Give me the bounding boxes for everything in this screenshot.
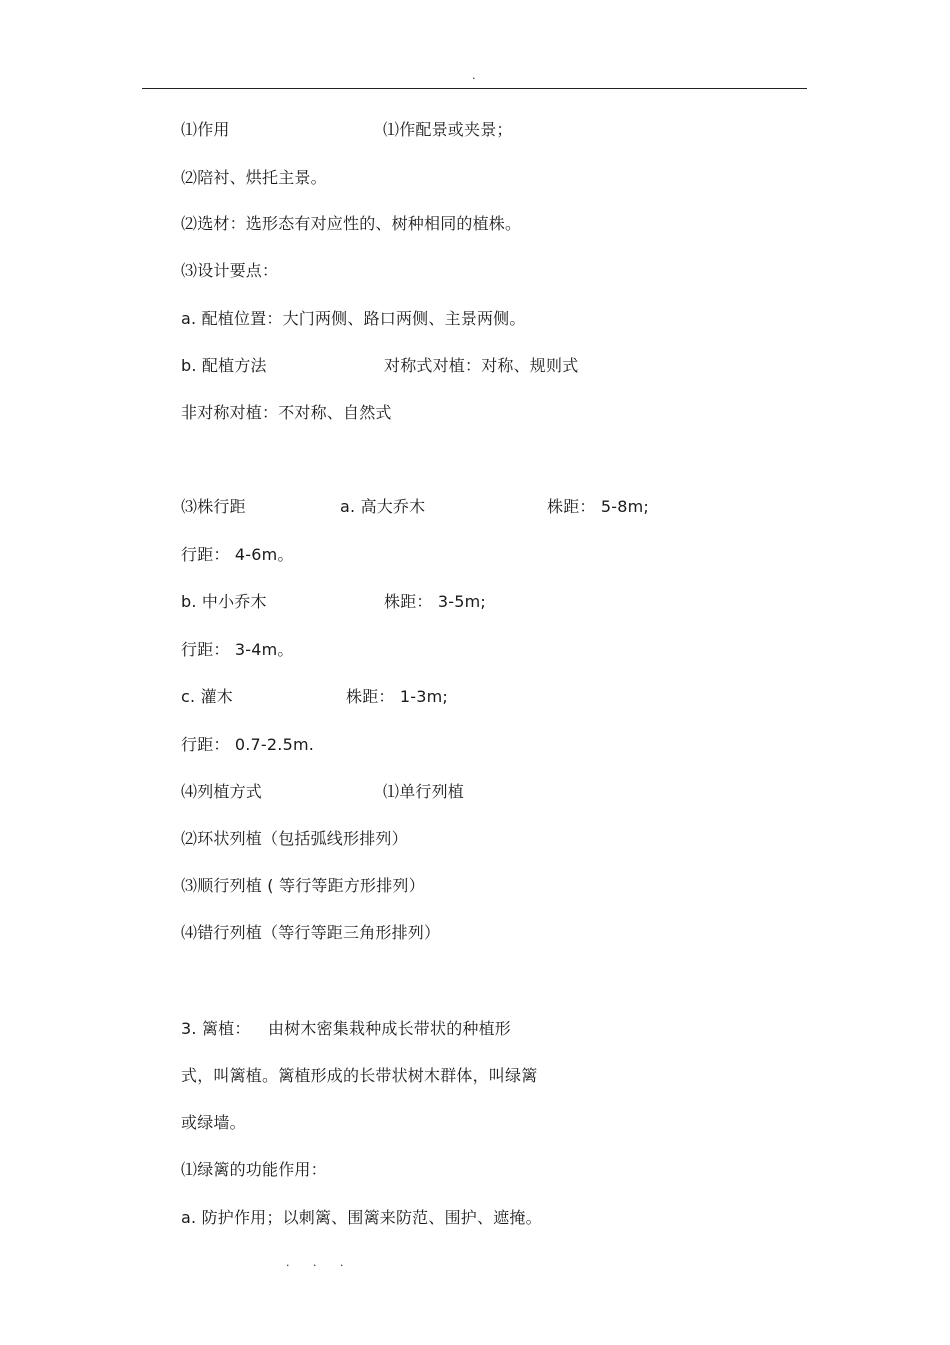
line-value: 对称式对植：对称、规则式 xyxy=(384,356,579,375)
line-value: 株距： 5-8m; xyxy=(547,497,649,516)
line-label: c. 灌木 xyxy=(181,687,233,706)
text-line: a. 配植位置：大门两侧、路口两侧、主景两侧。 xyxy=(181,309,526,328)
text-line: 非对称对植：不对称、自然式 xyxy=(181,403,392,422)
text-line: ⑶设计要点： xyxy=(181,261,279,280)
text-line: 行距： 3-4m。 xyxy=(181,640,294,659)
line-label: 3. 篱植： xyxy=(181,1019,251,1038)
line-label: ⑴作用 xyxy=(181,120,230,139)
line-value: ⑴单行列植 xyxy=(383,782,465,801)
header-mark: . xyxy=(472,69,476,82)
line-label: ⑶株行距 xyxy=(181,497,246,516)
text-line: 行距： 0.7-2.5m. xyxy=(181,735,315,754)
text-line: 式，叫篱植。篱植形成的长带状树木群体，叫绿篱 xyxy=(181,1066,538,1085)
line-label: ⑷列植方式 xyxy=(181,782,263,801)
text-line: ⑵环状列植（包括弧线形排列） xyxy=(181,829,408,848)
text-line: ⑵选材：选形态有对应性的、树种相同的植株。 xyxy=(181,214,522,233)
text-line: 或绿墙。 xyxy=(181,1113,246,1132)
line-value: 株距： 1-3m; xyxy=(346,687,448,706)
text-line: ⑷错行列植（等行等距三角形排列） xyxy=(181,923,441,942)
footer-mark: . . . xyxy=(286,1256,354,1269)
header-rule xyxy=(142,88,807,89)
line-subitem: a. 高大乔木 xyxy=(340,497,426,516)
line-value: 由树木密集栽种成长带状的种植形 xyxy=(268,1019,512,1038)
line-label: b. 配植方法 xyxy=(181,356,267,375)
text-line: ⑴绿篱的功能作用： xyxy=(181,1160,327,1179)
line-value: 株距： 3-5m; xyxy=(384,592,486,611)
text-line: 行距： 4-6m。 xyxy=(181,545,294,564)
text-line: ⑶顺行列植 ( 等行等距方形排列） xyxy=(181,876,425,895)
line-label: b. 中小乔木 xyxy=(181,592,267,611)
text-line: a. 防护作用；以刺篱、围篱来防范、围护、遮掩。 xyxy=(181,1208,542,1227)
text-line: ⑵陪衬、烘托主景。 xyxy=(181,168,327,187)
line-value: ⑴作配景或夹景； xyxy=(383,120,513,139)
